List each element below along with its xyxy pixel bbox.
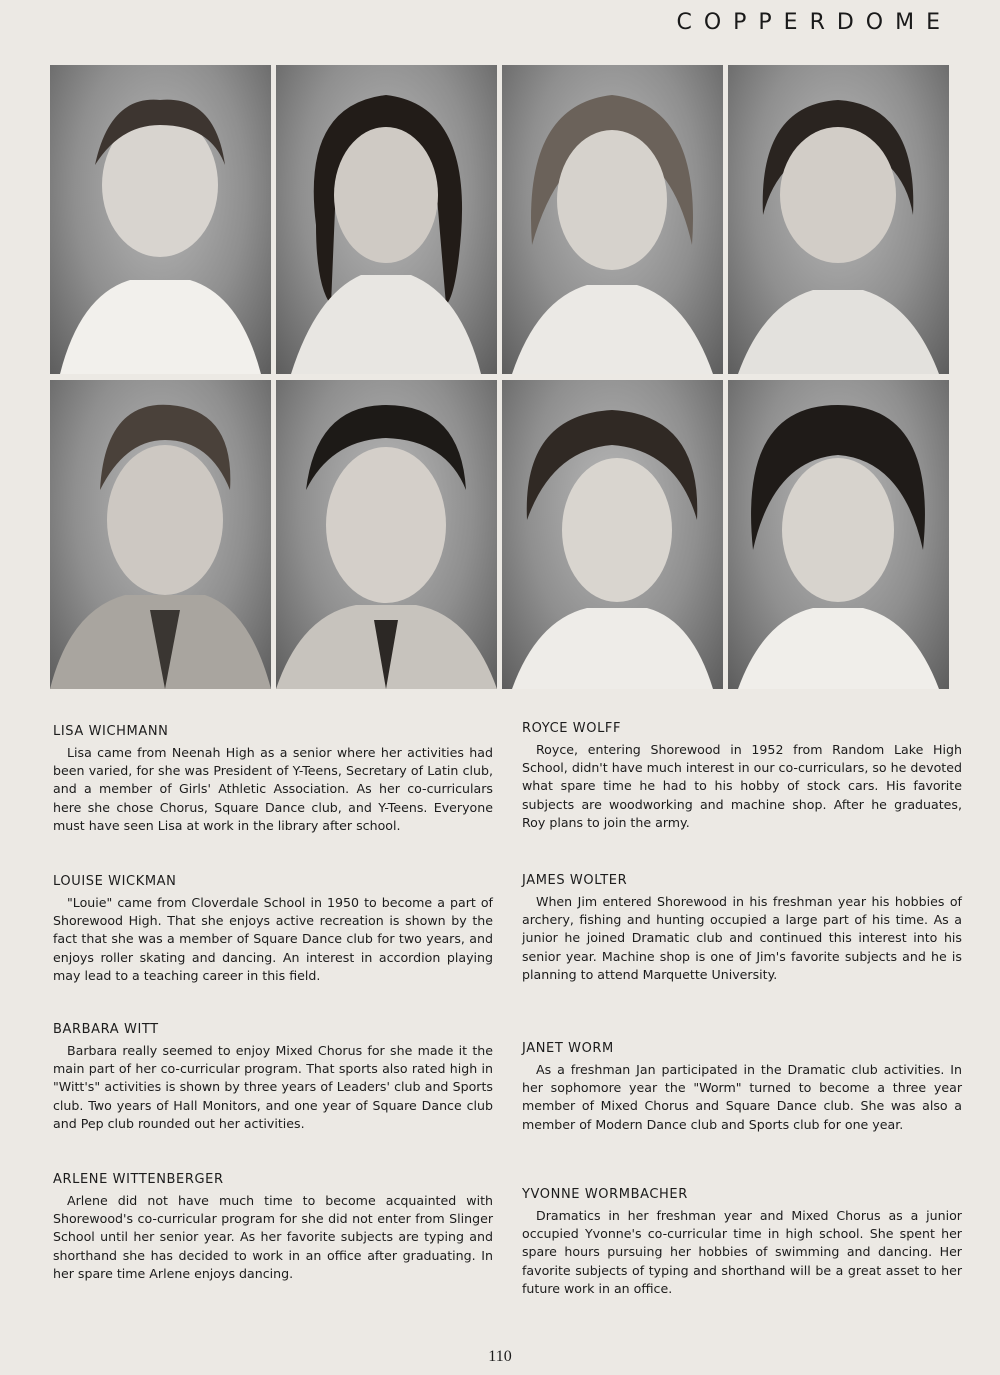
bio-text: Lisa came from Neenah High as a senior where her activities had been varied, for she was President of Y-Teens, Secretary of Latin club, and a member of Girls' Athletic Association. As her co-curriculars here she chose Chorus, Square Dance club, and Y-Teens. Everyone must have seen Lisa at work in the library after school. xyxy=(53,745,493,833)
bio-text: When Jim entered Shorewood in his freshman year his hobbies of archery, fishing and hunting occupied a large part of his time. As a junior he joined Dramatic club and continued this interest into his senior year. Machine shop is one of Jim's favorite subjects and he is planning to attend Marquette University. xyxy=(522,894,962,982)
bio-louise-wickman xyxy=(53,874,493,985)
bio-text: Barbara really seemed to enjoy Mixed Chorus for she made it the main part of her co-curricular program. That sports also rated high in "Witt's" activities is shown by three years of Leaders' club and Sports club. Two years of Hall Monitors, and one year of Square Dance club and Pep club rounded out her activities. xyxy=(53,1043,493,1131)
bio-name: BARBARA WITT xyxy=(53,1022,159,1037)
bio-name: JAMES WOLTER xyxy=(522,873,628,888)
bio-name: LISA WICHMANN xyxy=(53,724,169,739)
bio-text: "Louie" came from Cloverdale School in 1950 to become a part of Shorewood High. That she enjoys active recreation is shown by the fact that she was a member of Square Dance club for two years, and enjoys roller skating and dancing. An interest in accordion playing may lead to a teaching career in this field. xyxy=(53,895,493,983)
portrait-louise-wickman xyxy=(276,65,497,374)
portrait-grid xyxy=(50,65,952,693)
bio-name: JANET WORM xyxy=(522,1041,614,1056)
yearbook-title: COPPERDOME xyxy=(676,10,952,35)
bio-janet-worm xyxy=(522,1041,962,1134)
bio-text: As a freshman Jan participated in the Dramatic club activities. In her sophomore year the "Worm" turned to become a three year member of Mixed Chorus and Square Dance club. She was also a member of Modern Dance club and Sports club for one year. xyxy=(522,1062,962,1132)
bio-text: Arlene did not have much time to become acquainted with Shorewood's co-curricular program for she did not enter from Slinger School until her senior year. As her favorite subjects are typing and shorthand she has decided to work in an office after graduating. In her spare time Arlene enjoys dancing. xyxy=(53,1193,493,1281)
portrait-james-wolter xyxy=(276,380,497,689)
bio-name: ARLENE WITTENBERGER xyxy=(53,1172,224,1187)
bio-royce-wolff xyxy=(522,721,962,832)
portrait-lisa-wichmann xyxy=(50,65,271,374)
bio-text: Dramatics in her freshman year and Mixed Chorus as a junior occupied Yvonne's co-curricular time in high school. She spent her spare hours pursuing her hobbies of swimming and dancing. Her favorite subjects of typing and shorthand will be a great asset to her future work in an office. xyxy=(522,1208,962,1296)
bio-lisa-wichmann xyxy=(53,724,493,835)
bio-name: LOUISE WICKMAN xyxy=(53,874,177,889)
portrait-yvonne-wormbacher xyxy=(728,380,949,689)
page-number: 110 xyxy=(488,1348,512,1365)
bio-name: YVONNE WORMBACHER xyxy=(522,1187,688,1202)
bio-text: Royce, entering Shorewood in 1952 from Random Lake High School, didn't have much interest in our co-curriculars, so he devoted what spare time he had to his hobby of stock cars. His favorite subjects are woodworking and machine shop. After he graduates, Roy plans to join the army. xyxy=(522,742,962,830)
bio-barbara-witt xyxy=(53,1022,493,1133)
bio-james-wolter xyxy=(522,873,962,984)
bio-yvonne-wormbacher xyxy=(522,1187,962,1298)
portrait-barbara-witt xyxy=(502,65,723,374)
portrait-royce-wolff xyxy=(50,380,271,689)
portrait-arlene-wittenberger xyxy=(728,65,949,374)
bio-arlene-wittenberger xyxy=(53,1172,493,1283)
bio-name: ROYCE WOLFF xyxy=(522,721,622,736)
portrait-janet-worm xyxy=(502,380,723,689)
